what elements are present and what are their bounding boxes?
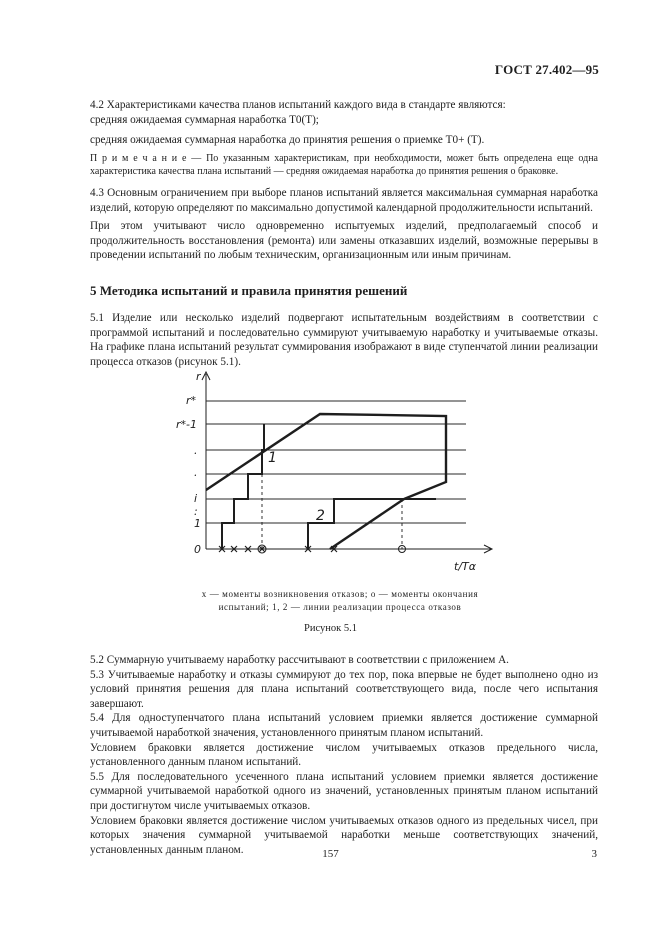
- paragraph-5-4: 5.4 Для одноступенчатого плана испытаний условием приемки является достижение суммарной учитываемой наработкой значения, установленного принятым планом испытаний.: [90, 712, 598, 739]
- sections-5-2-to-5-5: [90, 653, 598, 857]
- tick-label-colon: :: [194, 505, 198, 518]
- note-paragraph: [90, 152, 598, 178]
- tick-label-0: 0: [194, 543, 201, 556]
- paragraph-4-3: 4.3 Основным ограничением при выборе планов испытаний является максимальная суммарная наработка изделий, которую определяют по максимально допустимой календарной продолжительности испытаний.: [90, 187, 598, 214]
- grid-lines: [206, 401, 466, 523]
- paragraph-5-1: 5.1 Изделие или несколько изделий подвергают испытательным воздействиям в соответствии с программой испытаний и последовательно суммируют учитываемую наработку и учитываемые отказы. На графике плана испытаний результат суммирования изображают в виде ступенчатой линии реализации процесса отказов (рисунок 5.1).: [90, 312, 598, 368]
- sheet-number: 3: [591, 848, 597, 860]
- figure-5-1: [170, 366, 500, 576]
- paragraph-5-2: 5.2 Суммарную учитываему наработку рассчитывают в соответствии с приложением А.: [90, 654, 509, 666]
- tick-label-rstar: r*: [186, 394, 197, 407]
- step-line-2: [308, 499, 436, 549]
- paragraph-5-5-cont: Условием браковки является достижение числом учитываемых отказов одного из предельных чисел, при которых значения суммарной учитываемой наработки меньше соответствующих значений, установленных данным планом.: [90, 814, 598, 856]
- note-label: П р и м е ч а н и е: [90, 152, 187, 164]
- paragraph-4-2-item2: средняя ожидаемая суммарная наработка до принятия решения о приемке T0+ (T).: [90, 134, 485, 147]
- paragraph-5-4-cont: Условием браковки является достижение числом учитываемых отказов предельного числа, установленного данным планом испытаний.: [90, 741, 598, 769]
- tick-label-1: 1: [194, 517, 201, 530]
- paragraph-5-3: 5.3 Учитываемые наработку и отказы суммируют до тех пор, пока впервые не будет выполнено одно из условий принятия решения для плана испытаний соответствующего вида, после чего испытания завершают.: [90, 668, 598, 710]
- line-1-label: 1: [268, 450, 277, 466]
- tick-label-dots: .: [194, 466, 198, 479]
- figure-title: Рисунок 5.1: [304, 623, 357, 634]
- acceptance-line: [330, 499, 404, 549]
- tick-label-rstar-minus-1: r*-1: [176, 418, 197, 431]
- section-5-1: [90, 311, 598, 369]
- line-2-label: 2: [316, 508, 325, 524]
- tick-label-dots: .: [194, 444, 198, 457]
- paragraph-5-5: 5.5 Для последовательного усеченного плана испытаний условием приемки является достижение суммарной учитываемой наработкой одного из значений, установленных принятым планом испытаний при достигнутом числе учитываемых отказов.: [90, 770, 598, 812]
- paragraph-4-3-cont: При этом учитывают число одновременно испытуемых изделий, предполагаемый способ и продолжительность восстановления (ремонта) или замены отказавших изделий, возможные перерывы в проведении испытаний по любым техническим, организационным или иным причинам.: [90, 220, 598, 262]
- decision-boundary: [206, 414, 446, 499]
- figure-caption: х — моменты возникновения отказов; о — моменты окончания испытаний; 1, 2 — линии реализации процесса отказов: [201, 589, 479, 612]
- note-text: — По указанным характеристикам, при необходимости, может быть определена еще одна характеристика качества плана испытаний — средняя ожидаемая наработка до принятия решения о браковке.: [90, 152, 599, 177]
- standard-header: ГОСТ 27.402—95: [494, 62, 599, 77]
- page-number: 157: [322, 848, 339, 860]
- y-axis-label: r: [196, 370, 201, 383]
- section-4-2: [90, 98, 598, 178]
- paragraph-4-2-intro: 4.2 Характеристиками качества планов испытаний каждого вида в стандарте являются:: [90, 99, 506, 111]
- step-line-1: [222, 424, 264, 549]
- x-axis-label: t/Tα: [454, 560, 476, 573]
- paragraph-4-2-item1: средняя ожидаемая суммарная наработка T0(T);: [90, 113, 319, 126]
- section-5-title: 5 Методика испытаний и правила принятия решений: [90, 283, 408, 298]
- section-4-3: [90, 186, 598, 263]
- tick-label-i: i: [194, 492, 198, 505]
